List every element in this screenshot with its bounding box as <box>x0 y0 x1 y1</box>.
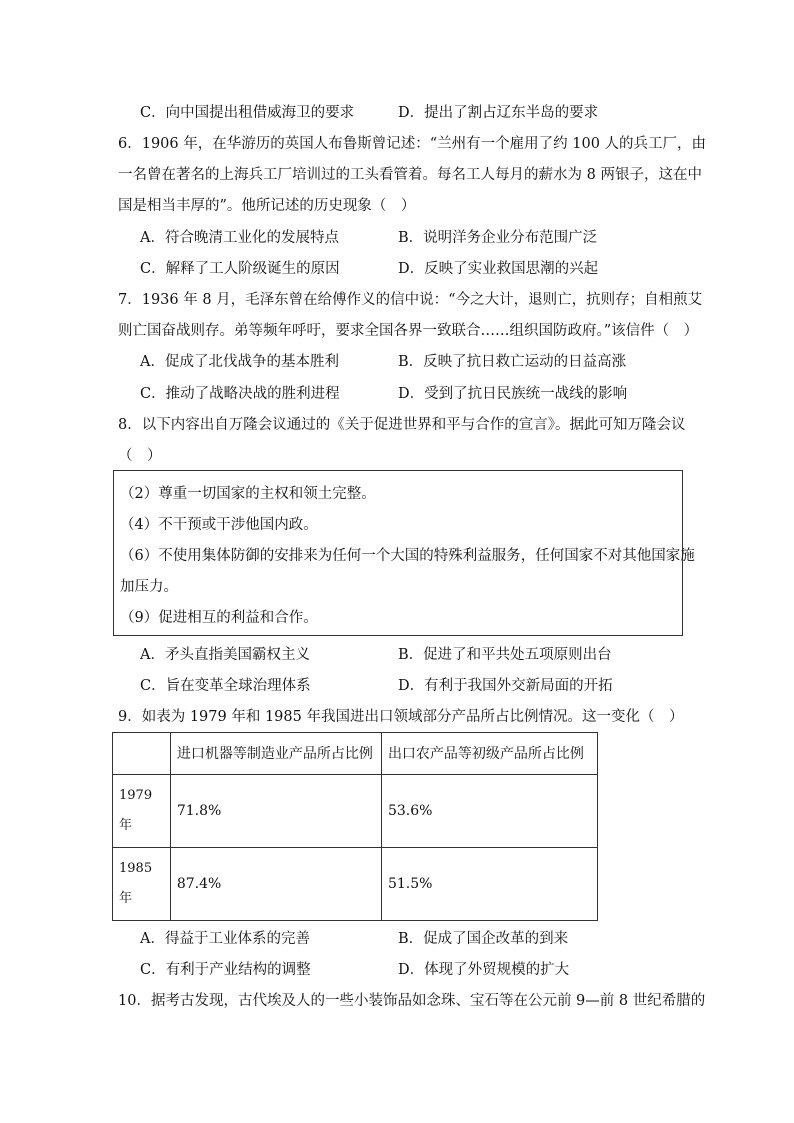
q7-stem-line-1: 7．1936 年 8 月，毛泽东曾在给傅作义的信中说：“今之大计，退则亡，抗则存；自相煎艾 <box>118 292 703 308</box>
q7-option-a: A．促成了北伐战争的基本胜利 <box>140 354 339 370</box>
table-cell-year <box>113 848 171 921</box>
q8-option-d: D．有利于我国外交新局面的开拓 <box>398 678 613 694</box>
table-cell-import: 71.8% <box>170 775 381 848</box>
year-unit: 年 <box>119 818 133 833</box>
q8-quote-line-3: （6）不使用集体防御的安排来为任何一个大国的特殊利益服务，任何国家不对其他国家施 <box>120 548 695 564</box>
q8-option-b: B．促进了和平共处五项原则出台 <box>398 647 612 663</box>
q8-stem-line-2: （ ） <box>118 448 162 464</box>
table-cell-export: 53.6% <box>381 775 597 848</box>
table-header-row <box>113 733 598 775</box>
q9-data-table <box>112 732 598 921</box>
table-header-import: 进口机器等制造业产品所占比例 <box>170 733 381 775</box>
q7-stem-line-2: 则亡国奋战则存。弟等频年呼吁，要求全国各界一致联合……组织国防政府。”该信件（ ） <box>118 323 699 339</box>
q8-option-c: C．旨在变革全球治理体系 <box>140 678 311 694</box>
q5-option-d: D．提出了割占辽东半岛的要求 <box>398 105 599 121</box>
q6-stem-line-1: 6．1906 年，在华游历的英国人布鲁斯曾记述：“兰州有一个雇用了约 100 人的兵工厂，由 <box>118 136 707 152</box>
q8-option-a: A．矛头直指美国霸权主义 <box>140 647 310 663</box>
q6-option-c: C．解释了工人阶级诞生的原因 <box>140 261 340 277</box>
q9-option-a: A．得益于工业体系的完善 <box>140 931 310 947</box>
table-row <box>113 848 598 921</box>
q9-option-b: B．促成了国企改革的到来 <box>398 931 569 947</box>
q6-option-a: A．符合晚清工业化的发展特点 <box>140 230 339 246</box>
q6-stem-line-3: 国是相当丰厚的”。他所记述的历史现象（ ） <box>118 198 416 214</box>
table-header-export: 出口农产品等初级产品所占比例 <box>381 733 597 775</box>
q7-option-b: B．反映了抗日救亡运动的日益高涨 <box>398 354 627 370</box>
table-row <box>113 775 598 848</box>
table-cell-import: 87.4% <box>170 848 381 921</box>
q8-quote-line-5: （9）促进相互的利益和合作。 <box>120 610 318 626</box>
q10-stem-line-1: 10．据考古发现，古代埃及人的一些小装饰品如念珠、宝石等在公元前 9—前 8 世纪希腊的 <box>118 993 706 1009</box>
q8-quote-line-1: （2）尊重一切国家的主权和领土完整。 <box>120 486 376 502</box>
q5-option-c: C．向中国提出租借威海卫的要求 <box>140 105 355 121</box>
q8-quote-line-4: 加压力。 <box>120 579 178 595</box>
q8-quote-line-2: （4）不干预或干涉他国内政。 <box>120 517 318 533</box>
table-cell-year <box>113 775 171 848</box>
q6-option-d: D．反映了实业救国思潮的兴起 <box>398 261 599 277</box>
q8-quote-box <box>113 470 695 636</box>
table-header-cell-empty <box>113 733 171 775</box>
q9-option-c: C．有利于产业结构的调整 <box>140 962 311 978</box>
q7-option-c: C．推动了战略决战的胜利进程 <box>140 386 340 402</box>
q9-stem: 9．如表为 1979 年和 1985 年我国进出口领域部分产品所占比例情况。这一变化（ ） <box>118 709 684 725</box>
q6-stem-line-2: 一名曾在著名的上海兵工厂培训过的工头看管着。每名工人每月的薪水为 8 两银子，这在中 <box>118 167 702 183</box>
q8-stem-line-1: 8．以下内容出自万隆会议通过的《关于促进世界和平与合作的宣言》。据此可知万隆会议 <box>118 417 686 433</box>
year-number: 1985 <box>119 861 153 876</box>
year-number: 1979 <box>119 788 153 803</box>
q7-option-d: D．受到了抗日民族统一战线的影响 <box>398 386 628 402</box>
year-unit: 年 <box>119 891 133 906</box>
table-cell-export: 51.5% <box>381 848 597 921</box>
q9-option-d: D．体现了外贸规模的扩大 <box>398 962 570 978</box>
q6-option-b: B．说明洋务企业分布范围广泛 <box>398 230 598 246</box>
